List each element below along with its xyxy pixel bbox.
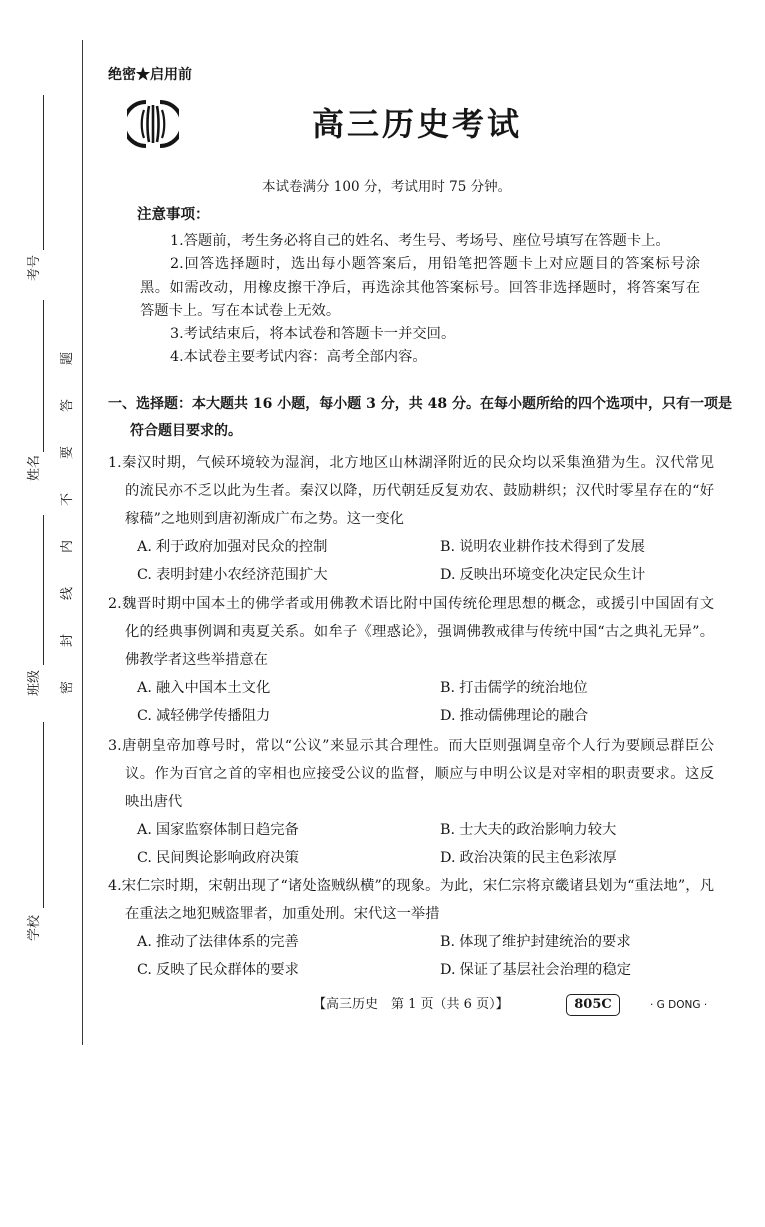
option-text: 民间舆论影响政府决策	[155, 850, 299, 866]
question-stem-line: 化的经典事例调和夷夏关系。如牟子《理惑论》，强调佛教戒律与传统中国“古之典礼无异”。	[125, 624, 714, 640]
option-label: C.	[137, 850, 152, 866]
option-text: 国家监察体制日趋完备	[155, 822, 299, 838]
option-label: D.	[440, 708, 456, 724]
option-text: 打击儒学的统治地位	[459, 680, 588, 696]
option-text: 说明农业耕作技术得到了发展	[459, 539, 645, 555]
question-stem-line: 佛教学者这些举措意在	[125, 652, 268, 668]
option-label: C.	[137, 962, 152, 978]
question-1	[108, 449, 714, 589]
option-text: 士大夫的政治影响力较大	[459, 822, 617, 838]
exam-title: 高三历史考试	[312, 105, 523, 143]
option-text: 表明封建小农经济范围扩大	[155, 567, 328, 583]
section-heading-line: 符合题目要求的。	[130, 423, 242, 439]
answer-option-d	[440, 956, 714, 984]
option-label: B.	[440, 539, 456, 555]
answer-option-c	[137, 561, 440, 589]
notice-item-line: 答题卡上。写在本试卷上无效。	[140, 302, 341, 319]
answer-options	[108, 674, 714, 730]
answer-option-a	[137, 533, 440, 561]
name-label: 姓名	[27, 455, 42, 482]
notice-item-line: 黑。如需改动，用橡皮擦干净后，再选涂其他答案标号。回答非选择题时，将答案写在	[140, 279, 700, 296]
question-stem-line: 的流民亦不乏以此为生者。秦汉以降，历代朝廷反复劝农、鼓励耕织；汉代时零星存在的“好	[125, 483, 714, 499]
school-label: 学校	[27, 915, 42, 942]
question-stem-line: 2.魏晋时期中国本土的佛学者或用佛教术语比附中国传统伦理思想的概念，或援引中国固有文	[108, 596, 714, 612]
answer-option-b	[440, 928, 714, 956]
answer-option-b	[440, 816, 714, 844]
option-label: D.	[440, 850, 456, 866]
option-label: A.	[137, 680, 152, 696]
answer-options	[108, 816, 714, 872]
question-3	[108, 732, 714, 872]
question-stem-line: 3.唐朝皇帝加尊号时，常以“公议”来显示其合理性。而大臣则强调皇帝个人行为要顾忌群臣公	[108, 738, 714, 754]
school-write-line	[43, 722, 44, 908]
notice-item: 1.答题前，考生务必将自己的姓名、考生号、考场号、座位号填写在答题卡上。	[170, 233, 670, 249]
option-text: 反映出环境变化决定民众生计	[459, 567, 646, 583]
option-label: A.	[137, 934, 152, 950]
page-number-label: 【高三历史 第 1 页（共 6 页）】	[313, 997, 509, 1012]
option-label: C.	[137, 567, 152, 583]
option-text: 体现了维护封建统治的要求	[459, 934, 631, 950]
option-label: D.	[440, 962, 456, 978]
option-text: 反映了民众群体的要求	[155, 962, 299, 978]
option-text: 推动儒佛理论的融合	[459, 708, 589, 724]
answer-option-d	[440, 561, 714, 589]
exam-code-badge: 805C	[566, 994, 620, 1016]
option-text: 利于政府加强对民众的控制	[155, 539, 328, 555]
answer-option-a	[137, 928, 440, 956]
question-stem-line: 1.秦汉时期，气候环境较为湿润，北方地区山林湖泽附近的民众均以采集渔猎为生。汉代常见	[108, 455, 714, 471]
exam-number-label: 考号	[27, 255, 42, 282]
question-stem-line: 在重法之地犯贼盗罪者，加重处刑。宋代这一举措	[125, 906, 440, 922]
class-label: 班级	[27, 670, 42, 697]
answer-options	[108, 533, 714, 589]
option-text: 保证了基层社会治理的稳定	[459, 962, 632, 978]
option-label: B.	[440, 680, 456, 696]
binding-fold-line	[82, 40, 83, 1045]
publisher-logo-icon	[127, 98, 179, 150]
seal-line-warning: 密封线内不要答题	[60, 317, 75, 694]
notice-item: 2.回答选择题时，选出每小题答案后，用铅笔把答题卡上对应题目的答案标号涂	[170, 256, 700, 273]
notice-heading: 注意事项：	[137, 206, 210, 223]
option-label: C.	[137, 708, 152, 724]
notice-item: 3.考试结束后，将本试卷和答题卡一并交回。	[170, 326, 456, 343]
answer-option-c	[137, 844, 440, 872]
exam-number-write-line	[43, 95, 44, 250]
answer-option-d	[440, 844, 714, 872]
section-heading-line: 一、选择题：本大题共 16 小题，每小题 3 分，共 48 分。在每小题所给的四个选项中，只有一项是	[108, 396, 732, 412]
option-label: B.	[440, 822, 456, 838]
notice-list	[140, 230, 700, 370]
section-heading	[108, 391, 732, 445]
option-text: 减轻佛学传播阻力	[155, 708, 271, 724]
exam-info: 本试卷满分 100 分，考试用时 75 分钟。	[262, 179, 512, 195]
question-4	[108, 872, 714, 984]
answer-option-c	[137, 956, 440, 984]
question-stem-line: 稼穑”之地则到唐初渐成广布之势。这一变化	[125, 511, 404, 527]
brand-mark: · G DONG ·	[650, 999, 708, 1011]
notice-item: 4.本试卷主要考试内容：高考全部内容。	[170, 349, 427, 366]
answer-option-b	[440, 674, 714, 702]
name-write-line	[43, 300, 44, 452]
option-label: D.	[440, 567, 456, 583]
question-stem-line: 4.宋仁宗时期，宋朝出现了“诸处盗贼纵横”的现象。为此，宋仁宗将京畿诸县划为“重法地”，凡	[108, 878, 714, 894]
answer-option-b	[440, 533, 714, 561]
question-2	[108, 590, 714, 730]
option-label: B.	[440, 934, 456, 950]
option-text: 推动了法律体系的完善	[155, 934, 299, 950]
answer-options	[108, 928, 714, 984]
option-text: 融入中国本土文化	[155, 680, 271, 696]
answer-option-d	[440, 702, 714, 730]
confidential-mark: 绝密★启用前	[108, 67, 192, 83]
class-write-line	[43, 515, 44, 665]
answer-option-a	[137, 674, 440, 702]
option-label: A.	[137, 539, 152, 555]
question-stem-line: 议。作为百官之首的宰相也应接受公议的监督，顺应与申明公议是对宰相的职责要求。这反	[125, 766, 714, 782]
option-label: A.	[137, 822, 152, 838]
question-stem-line: 映出唐代	[125, 794, 183, 810]
option-text: 政治决策的民主色彩浓厚	[459, 850, 617, 866]
answer-option-c	[137, 702, 440, 730]
answer-option-a	[137, 816, 440, 844]
